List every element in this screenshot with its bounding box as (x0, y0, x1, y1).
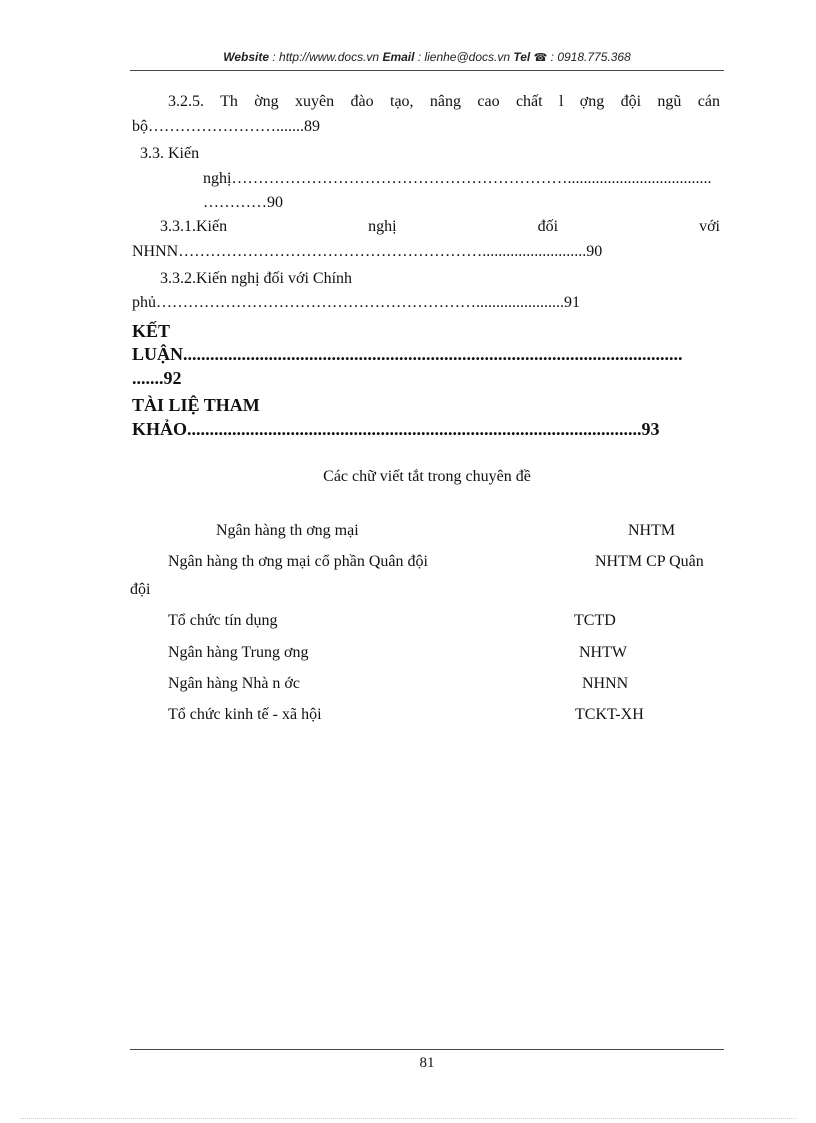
toc-331-word: nghị (368, 218, 397, 235)
toc-331-word: với (699, 218, 720, 235)
abbreviation-term: Ngân hàng th ơng mại cổ phần Quân đội (168, 553, 428, 570)
email-value: : lienhe@docs.vn (414, 50, 514, 64)
abbreviation-term: Ngân hàng Nhà n ớc (168, 675, 300, 692)
abbreviation-term-continuation: đội (130, 581, 151, 598)
toc-331-line1 (160, 217, 720, 237)
abbreviations-title: Các chữ viết tắt trong chuyên đề (323, 468, 531, 485)
toc-331-word: đối (537, 218, 559, 235)
email-label: Email (382, 50, 415, 64)
website-label: Website (223, 50, 270, 64)
page-number: 81 (419, 1055, 435, 1071)
toc-325-line1 (168, 92, 720, 112)
abbreviation-code: TCKT-XH (575, 706, 644, 723)
toc-33-line2: nghị……………………………………………………….................................... (203, 170, 712, 187)
tel-label: Tel (513, 50, 531, 64)
page-header (130, 50, 724, 64)
toc-332-line2: phủ……………………………………………………......................91 (132, 294, 580, 311)
toc-33-line3: …………90 (203, 194, 283, 211)
header-divider (130, 70, 724, 71)
toc-33-line1: 3.3. Kiến (140, 145, 200, 162)
abbreviation-term: Tổ chức tín dụng (168, 612, 278, 629)
abbreviation-code: NHTM (628, 522, 676, 539)
footer-divider (130, 1049, 724, 1050)
toc-325-text: 3.2.5. Th ờng xuyên đào tạo, nâng cao chất l ợng đội ngũ cán (168, 93, 720, 110)
abbreviation-term: Tổ chức kinh tế - xã hội (168, 706, 322, 723)
abbreviation-term: Ngân hàng th ơng mại (216, 522, 359, 539)
toc-ketluan-line1: KẾT (132, 321, 171, 341)
toc-325-line2: bộ…………………….......89 (132, 118, 320, 135)
page-edge-dotted-line (20, 1118, 796, 1119)
toc-ketluan-line3: .......92 (132, 368, 182, 388)
toc-332-line1: 3.3.2.Kiến nghị đối với Chính (160, 270, 353, 287)
abbreviation-code: TCTD (574, 612, 616, 629)
abbreviation-term: Ngân hàng Trung ơng (168, 644, 309, 661)
website-value: : http://www.docs.vn (269, 50, 383, 64)
toc-tailieu-line2: KHẢO.....................................................................................................93 (132, 419, 660, 439)
toc-tailieu-line1: TÀI LIỆ THAM (132, 395, 260, 415)
abbreviation-code: NHTM CP Quân (595, 553, 704, 570)
toc-331-word: 3.3.1.Kiến (160, 218, 228, 235)
toc-331-line2: NHNN…………………………………………………..........................90 (132, 243, 603, 260)
abbreviation-code: NHTW (579, 644, 627, 661)
toc-ketluan-line2: LUẬN............................................................................................................... (132, 344, 683, 364)
abbreviation-code: NHNN (582, 675, 629, 692)
phone-icon: ☎ (533, 52, 548, 64)
tel-value: : 0918.775.368 (547, 50, 631, 64)
